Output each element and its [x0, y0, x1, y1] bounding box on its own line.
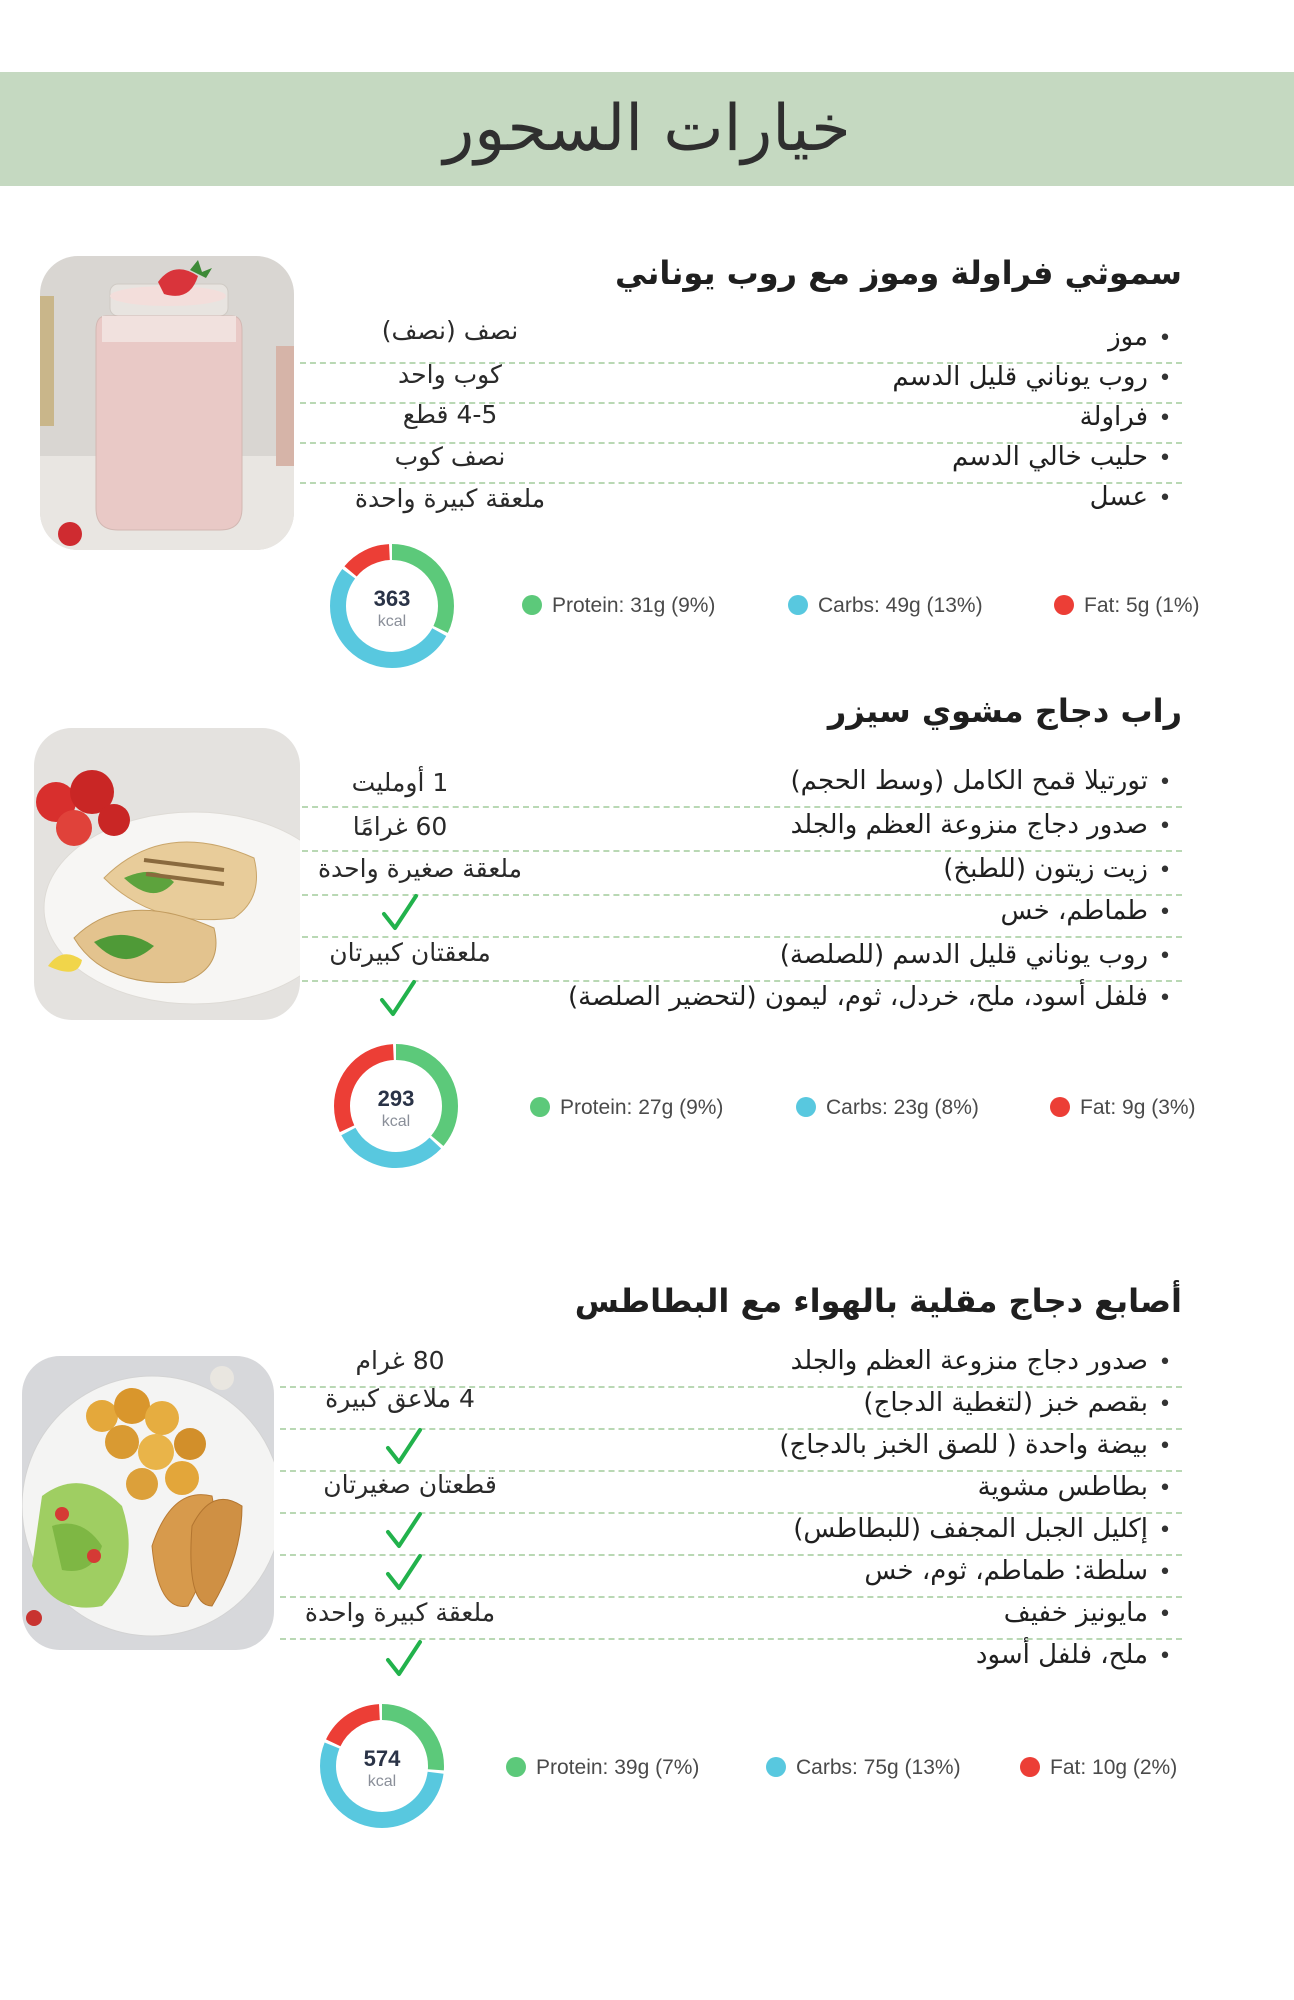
ingredient-qty: كوب واحد: [398, 360, 502, 389]
protein-dot-icon: [506, 1757, 526, 1777]
ingredient-name: •حليب خالي الدسم: [952, 442, 1182, 472]
check-icon: [384, 1426, 424, 1472]
macro-fat: Fat: 10g (2%): [1020, 1756, 1177, 1780]
ingredient-name: •تورتيلا قمح الكامل (وسط الحجم): [791, 766, 1183, 796]
check-icon: [384, 1552, 424, 1598]
bullet-icon: •: [1158, 1518, 1172, 1543]
bullet-icon: •: [1158, 1392, 1172, 1417]
ingredient-name: •بقصم خبز (لتغطية الدجاج): [863, 1388, 1182, 1418]
ingredient-name: •فراولة: [1080, 402, 1182, 432]
check-icon: [384, 1510, 424, 1556]
ingredient-qty: 80 غرام: [355, 1346, 445, 1375]
protein-dot-icon: [530, 1097, 550, 1117]
bullet-icon: •: [1158, 1644, 1172, 1669]
calorie-donut: [316, 1700, 448, 1832]
bullet-icon: •: [1158, 446, 1172, 471]
recipe-title: أصابع دجاج مقلية بالهواء مع البطاطس: [574, 1282, 1182, 1320]
ingredient-name: •موز: [1108, 322, 1182, 352]
bullet-icon: •: [1158, 1602, 1172, 1627]
ingredient-name: •مايونيز خفيف: [1004, 1598, 1182, 1628]
bullet-icon: •: [1158, 900, 1172, 925]
recipe-photo-chicken: [22, 1356, 274, 1650]
ingredient-qty: نصف كوب: [394, 442, 506, 471]
ingredient-qty: ملعقة كبيرة واحدة: [354, 484, 546, 513]
kcal-value: 293: [377, 1086, 415, 1111]
bullet-icon: •: [1158, 770, 1172, 795]
ingredient-row: [302, 894, 1182, 938]
calorie-donut: [326, 540, 458, 672]
ingredient-name: •روب يوناني قليل الدسم (للصلصة): [780, 940, 1182, 970]
fat-dot-icon: [1020, 1757, 1040, 1777]
macro-carbs: Carbs: 23g (8%): [796, 1096, 979, 1120]
ingredient-qty: قطعتان صغيرتان: [323, 1470, 497, 1499]
page-header: [0, 72, 1294, 186]
bullet-icon: •: [1158, 406, 1172, 431]
bullet-icon: •: [1158, 1434, 1172, 1459]
recipe-photo-smoothie: [40, 256, 294, 550]
ingredient-name: •سلطة: طماطم، ثوم، خس: [864, 1556, 1182, 1586]
bullet-icon: •: [1158, 944, 1172, 969]
carbs-dot-icon: [766, 1757, 786, 1777]
ingredient-name: •عسل: [1090, 482, 1182, 512]
kcal-value: 363: [373, 586, 411, 611]
bullet-icon: •: [1158, 814, 1172, 839]
macro-protein: Protein: 31g (9%): [522, 594, 715, 618]
check-icon: [378, 978, 418, 1024]
ingredient-qty: ملعقتان كبيرتان: [329, 938, 491, 967]
bullet-icon: •: [1158, 1476, 1172, 1501]
bullet-icon: •: [1158, 366, 1172, 391]
ingredient-name: •زيت زيتون (للطبخ): [943, 854, 1182, 884]
macro-carbs: Carbs: 49g (13%): [788, 594, 983, 618]
macro-carbs: Carbs: 75g (13%): [766, 1756, 961, 1780]
ingredient-name: •صدور دجاج منزوعة العظم والجلد: [791, 810, 1182, 840]
ingredient-name: •بطاطس مشوية: [978, 1472, 1182, 1502]
ingredient-qty: ملعقة كبيرة واحدة: [304, 1598, 496, 1627]
check-icon: [380, 892, 420, 938]
bullet-icon: •: [1158, 486, 1172, 511]
bullet-icon: •: [1158, 1350, 1172, 1375]
carbs-dot-icon: [788, 595, 808, 615]
page-title: خيارات السحور: [443, 92, 851, 166]
kcal-unit: kcal: [377, 613, 407, 630]
fat-dot-icon: [1054, 595, 1074, 615]
macro-fat: Fat: 5g (1%): [1054, 594, 1200, 618]
kcal-unit: kcal: [381, 1113, 411, 1130]
fat-dot-icon: [1050, 1097, 1070, 1117]
ingredient-qty: ملعقة صغيرة واحدة: [317, 854, 523, 883]
ingredient-row: [302, 980, 1182, 1022]
bullet-icon: •: [1158, 986, 1172, 1011]
carbs-dot-icon: [796, 1097, 816, 1117]
check-icon: [384, 1638, 424, 1684]
ingredient-qty: 60 غرامًا: [352, 812, 448, 841]
ingredient-name: •بيضة واحدة ( للصق الخبز بالدجاج): [779, 1430, 1182, 1460]
macro-protein: Protein: 39g (7%): [506, 1756, 699, 1780]
ingredient-name: •صدور دجاج منزوعة العظم والجلد: [791, 1346, 1182, 1376]
bullet-icon: •: [1158, 1560, 1172, 1585]
ingredient-qty: نصف (نصف): [381, 316, 519, 345]
ingredient-qty: 4-5 قطع: [402, 400, 498, 429]
macro-fat: Fat: 9g (3%): [1050, 1096, 1196, 1120]
bullet-icon: •: [1158, 858, 1172, 883]
ingredient-qty: 1 أومليت: [351, 768, 449, 797]
ingredient-qty: 4 ملاعق كبيرة: [325, 1384, 475, 1413]
recipe-photo-wrap: [34, 728, 300, 1020]
bullet-icon: •: [1158, 326, 1172, 351]
ingredient-name: •طماطم، خس: [1000, 896, 1182, 926]
ingredient-name: •فلفل أسود، ملح، خردل، ثوم، ليمون (لتحضير الصلصة): [568, 982, 1182, 1012]
macro-protein: Protein: 27g (9%): [530, 1096, 723, 1120]
ingredient-name: •ملح، فلفل أسود: [976, 1640, 1182, 1670]
kcal-value: 574: [363, 1746, 401, 1771]
protein-dot-icon: [522, 595, 542, 615]
recipe-title: راب دجاج مشوي سيزر: [827, 692, 1182, 730]
recipe-title: سموثي فراولة وموز مع روب يوناني: [614, 254, 1182, 292]
kcal-unit: kcal: [367, 1773, 397, 1790]
calorie-donut: [330, 1040, 462, 1172]
ingredient-name: •إكليل الجبل المجفف (للبطاطس): [793, 1514, 1182, 1544]
ingredient-name: •روب يوناني قليل الدسم: [892, 362, 1182, 392]
